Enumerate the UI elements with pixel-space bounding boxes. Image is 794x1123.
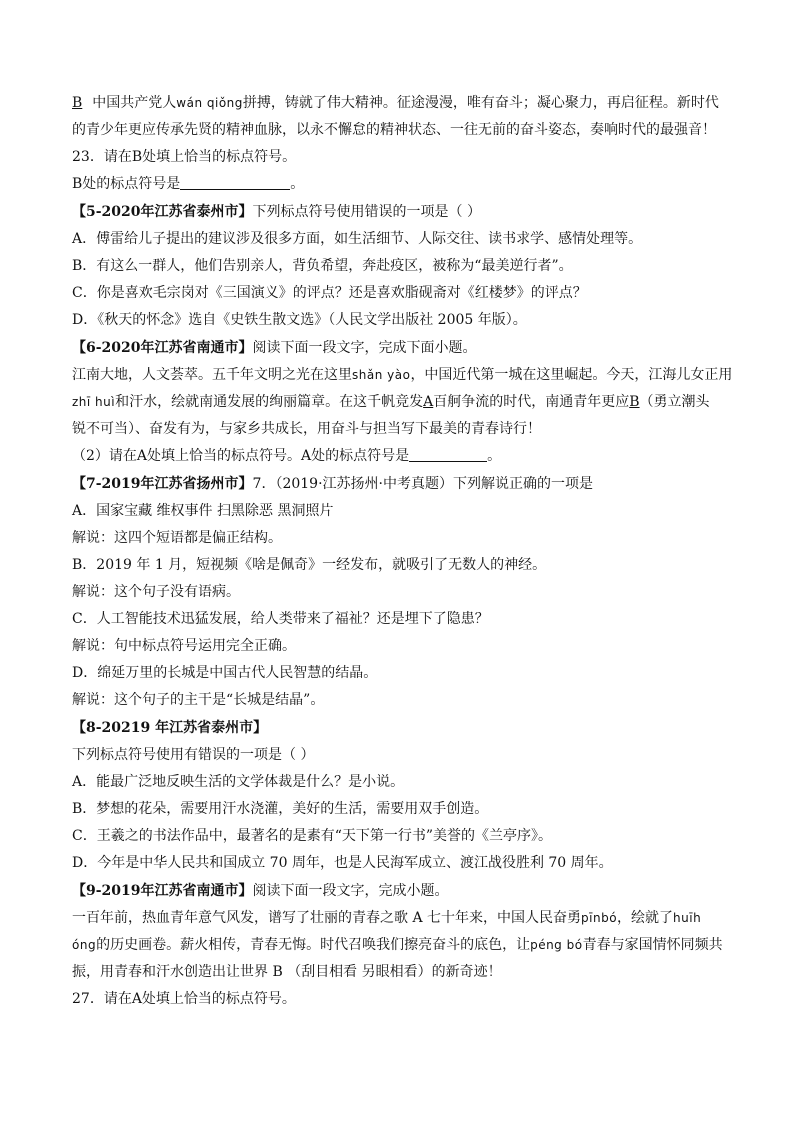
- option-c: C．人工智能技术迅猛发展，给人类带来了福祉？还是埋下了隐患？: [72, 611, 489, 627]
- pinyin-hint: zhī huì: [72, 395, 116, 409]
- option-a: A．傅雷给儿子提出的建议涉及很多方面，如生活细节、人际交往、读书求学、感情处理等。: [72, 231, 643, 247]
- answer-blank[interactable]: [409, 447, 487, 462]
- answer-line: （2）请在A处填上恰当的标点符号。A处的标点符号是 。: [72, 448, 502, 464]
- blank-marker-b: B: [72, 95, 83, 111]
- option-c: C．王羲之的书法作品中，最著名的是素有“天下第一行书”美誉的《兰亭序》。: [72, 828, 553, 844]
- paragraph-line: B 中国共产党人wán qiǒng拼搏，铸就了伟大精神。征途漫漫，唯有奋斗；凝心聚力，再启征程。新时代: [72, 95, 719, 111]
- question-header: 【9-2019年江苏省南通市】阅读下面一段文字，完成小题。: [72, 883, 449, 899]
- explanation: 解说：这个句子没有语病。: [72, 584, 240, 600]
- option-c: C．你是喜欢毛宗岗对《三国演义》的评点？还是喜欢脂砚斋对《红楼梦》的评点？: [72, 285, 587, 301]
- paragraph-line: 振，用青春和汗水创造出让世界 B （刮目相看 另眼相看）的新奇迹！: [72, 964, 502, 980]
- answer-line: B处的标点符号是 。: [72, 176, 305, 192]
- option-b: B．有这么一群人，他们告别亲人，背负希望，奔赴疫区，被称为“最美逆行者”。: [72, 258, 573, 274]
- pinyin-hint: óng: [72, 938, 97, 952]
- paragraph-line: 一百年前，热血青年意气风发，谱写了壮丽的青春之歌 A 七十年来，中国人民奋勇pīnbó，绘就了huīh: [72, 910, 702, 926]
- option-a: A．能最广泛地反映生活的文学体裁是什么？是小说。: [72, 774, 405, 790]
- explanation: 解说：这个句子的主干是“长城是结晶”。: [72, 692, 325, 708]
- paragraph-line: 江南大地，人文荟萃。五千年文明之光在这里shǎn yào，中国近代第一城在这里崛起。今天，江海儿女正用: [72, 367, 733, 383]
- source-label: 【7-2019年江苏省扬州市】: [72, 476, 253, 492]
- question-header: 【5-2020年江苏省泰州市】下列标点符号使用错误的一项是（ ）: [72, 204, 481, 220]
- explanation: 解说：句中标点符号运用完全正确。: [72, 638, 296, 654]
- pinyin-hint: wán qiǒng: [176, 96, 243, 110]
- source-label: 【9-2019年江苏省南通市】: [72, 883, 253, 899]
- paragraph-line: óng的历史画卷。薪火相传，青春无悔。时代召唤我们擦亮奋斗的底色，让péng bó青春与家国情怀同频共: [72, 937, 723, 953]
- option-d: D．绵延万里的长城是中国古代人民智慧的结晶。: [72, 665, 378, 681]
- pinyin-hint: péng bó: [530, 938, 583, 952]
- paragraph-line: zhī huì和汗水，绘就南通发展的绚丽篇章。在这千帆竞发A百舸争流的时代，南通青年更应B（勇立潮头: [72, 394, 710, 410]
- pinyin-hint: pīnbó: [581, 911, 618, 925]
- question-header: 【6-2020年江苏省南通市】阅读下面一段文字，完成下面小题。: [72, 340, 477, 356]
- source-label: 【6-2020年江苏省南通市】: [72, 340, 253, 356]
- pinyin-hint: huīh: [673, 911, 702, 925]
- question-text: 下列标点符号使用有错误的一项是（ ）: [72, 747, 315, 763]
- answer-blank[interactable]: [180, 175, 290, 190]
- paragraph-line: 的青少年更应传承先贤的精神血脉，以永不懈怠的精神状态、一往无前的奋斗姿态，奏响时代的最强音！: [72, 122, 716, 138]
- blank-marker-b: B: [629, 394, 640, 410]
- option-b: B．梦想的花朵，需要用汗水浇灌，美好的生活，需要用双手创造。: [72, 801, 489, 817]
- question-text: 27．请在A处填上恰当的标点符号。: [72, 991, 296, 1007]
- pinyin-hint: shǎn yào: [352, 368, 411, 382]
- question-text: 23．请在B处填上恰当的标点符号。: [72, 149, 297, 165]
- source-label: 【8-20219 年江苏省泰州市】: [72, 720, 268, 736]
- blank-marker-a: A: [423, 394, 434, 410]
- option-d: D．今年是中华人民共和国成立 70 周年，也是人民海军成立、渡江战役胜利 70 周年。: [72, 855, 613, 871]
- source-label: 【5-2020年江苏省泰州市】: [72, 204, 253, 220]
- question-header: 【7-2019年江苏省扬州市】7．（2019·江苏扬州·中考真题）下列解说正确的一项是: [72, 476, 593, 492]
- option-d: D．《秋天的怀念》选自《史铁生散文选》（人民文学出版社 2005 年版）。: [72, 312, 527, 328]
- explanation: 解说：这四个短语都是偏正结构。: [72, 530, 282, 546]
- option-a: A．国家宝藏 维权事件 扫黑除恶 黑洞照片: [72, 503, 334, 519]
- option-b: B．2019 年 1 月，短视频《啥是佩奇》一经发布，就吸引了无数人的神经。: [72, 557, 547, 573]
- paragraph-line: 锐不可当）、奋发有为，与家乡共成长，用奋斗与担当写下最美的青春诗行！: [72, 421, 541, 437]
